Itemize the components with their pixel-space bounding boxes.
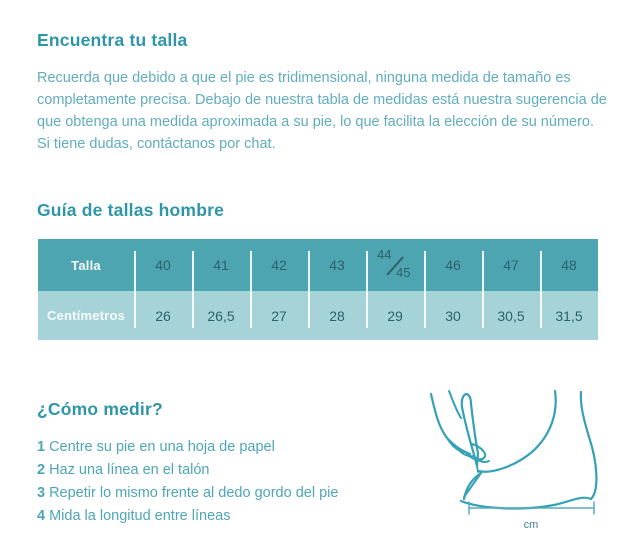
size-cell-top-value: 44 (377, 247, 392, 262)
size-table-header-row (38, 239, 598, 291)
cm-row-label: Centímetros (46, 308, 126, 323)
size-table-cm-row (38, 291, 598, 340)
size-cell: 40 (155, 257, 171, 273)
step-number: 4 (37, 508, 46, 524)
size-cell: 46 (445, 257, 461, 273)
step-text: Centre su pie en una hoja de papel (49, 439, 275, 455)
size-cell: 48 (561, 257, 577, 273)
size-cell: 47 (503, 257, 519, 273)
cm-cell: 30,5 (497, 307, 525, 324)
size-cell-split (366, 239, 424, 291)
column-divider (192, 251, 194, 328)
cm-cell: 28 (329, 307, 345, 324)
column-divider (134, 251, 136, 328)
find-your-size-title: Encuentra tu talla (37, 30, 188, 50)
cm-cell: 29 (387, 307, 403, 324)
column-divider (366, 251, 368, 328)
intro-paragraph (37, 67, 610, 155)
size-cell: 41 (213, 257, 229, 273)
step-text: Haz una línea en el talón (49, 462, 210, 478)
step-number: 1 (37, 439, 46, 455)
step-number: 2 (37, 462, 46, 478)
intro-line: Si tiene dudas, contáctanos por chat. (37, 136, 276, 152)
foot-measuring-illustration (423, 389, 607, 534)
size-cell: 43 (329, 257, 345, 273)
pencil-icon (462, 394, 471, 407)
step-text: Mida la longitud entre líneas (49, 508, 231, 524)
column-divider (540, 251, 542, 328)
column-divider (250, 251, 252, 328)
how-to-measure-title: ¿Cómo medir? (37, 399, 163, 419)
column-divider (308, 251, 310, 328)
men-size-guide-title: Guía de tallas hombre (37, 200, 225, 220)
column-divider (424, 251, 426, 328)
size-cell: 42 (271, 257, 287, 273)
cm-cell: 30 (445, 307, 461, 324)
cm-cell: 27 (271, 307, 287, 324)
column-divider (482, 251, 484, 328)
cm-cell: 31,5 (555, 307, 583, 324)
intro-line: Recuerda que debido a que el pie es tridimensional, ninguna medida de tamaño es (37, 70, 571, 86)
size-row-label: Talla (71, 257, 101, 273)
size-cell-bottom-value: 45 (396, 265, 411, 280)
step-text: Repetir lo mismo frente al dedo gordo del pie (49, 485, 339, 501)
cm-cell: 26,5 (207, 307, 235, 324)
hand-outline (431, 394, 470, 454)
cm-cell: 26 (155, 307, 171, 324)
step-number: 3 (37, 485, 46, 501)
measurement-line (469, 502, 594, 514)
size-table (38, 239, 598, 340)
intro-line: completamente precisa. Debajo de nuestra tabla de medidas está nuestra sugerencia de (37, 92, 607, 108)
cm-unit-label: cm (523, 519, 539, 531)
intro-line: que obtenga una medida aproximada a su pie, lo que facilita la elección de su número. (37, 114, 595, 130)
